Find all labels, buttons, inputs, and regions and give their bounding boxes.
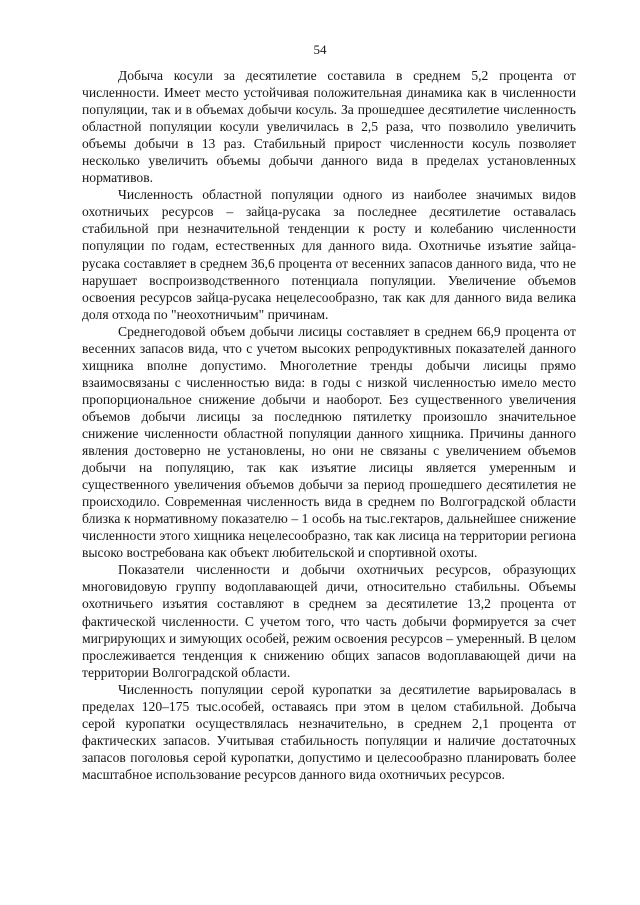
document-body <box>82 67 576 783</box>
paragraph-grey-partridge: Численность популяции серой куропатки за десятилетие варьировалась в пределах 120–175 тыс.особей, оставаясь при этом в целом стабильной. Добыча серой куропатки осуществлялась незначительно, в среднем 2,1 процента от фактических запасов. Учитывая стабильность популяции и наличие достаточных запасов поголовья серой куропатки, допустимо и целесообразно планировать более масштабное использование ресурсов данного вида охотничьих ресурсов. <box>82 681 576 782</box>
paragraph-roe-deer: Добыча косули за десятилетие составила в среднем 5,2 процента от численности. Имеет место устойчивая положительная динамика как в численности популяции, так и в объемах добычи косуль. За прошедшее десятилетие численность областной популяции косули увеличилась в 2,5 раза, что позволило увеличить объемы добычи в 13 раз. Стабильный прирост численности косуль позволяет несколько увеличить объемы добычи данного вида в пределах установленных нормативов. <box>82 68 576 186</box>
paragraph-hare: Численность областной популяции одного из наиболее значимых видов охотничьих ресурсов – зайца-русака за последнее десятилетие оставалась стабильной при незначительной тенденции к росту и колебанию численности популяции по годам, естественных для данного вида. Охотничье изъятие зайца-русака составляет в среднем 36,6 процента от весенних запасов данного вида, что не нарушает воспроизводственного потенциала популяции. Увеличение объемов освоения ресурсов зайца-русака нецелесообразно, так как для данного вида велика доля отхода по "неохотничьим" причинам. <box>82 187 576 322</box>
page-number: 54 <box>313 42 327 57</box>
paragraph-waterfowl: Показатели численности и добычи охотничьих ресурсов, образующих многовидовую группу водоплавающей дичи, относительно стабильны. Объемы охотничьего изъятия составляют в среднем за десятилетие 13,2 процента от фактической численности. С учетом того, что часть добычи формируется за счет мигрирующих и зимующих особей, режим освоения ресурсов – умеренный. В целом прослеживается тенденция к снижению общих запасов водоплавающей дичи на территории Волгоградской области. <box>82 562 576 680</box>
paragraph-fox: Среднегодовой объем добычи лисицы составляет в среднем 66,9 процента от весенних запасов вида, что с учетом высоких репродуктивных показателей данного хищника вполне допустимо. Многолетние тренды добычи лисицы прямо взаимосвязаны с численностью вида: в годы с низкой численностью имело место пропорциональное снижение добычи и наоборот. Без существенного увеличения объемов добычи лисицы за последнюю пятилетку произошло значительное снижение численности областной популяции данного хищника. Причины данного явления достоверно не установлены, но они не связаны с увеличением объемов добычи на популяцию, так как изъятие лисицы является умеренным и существенного увеличения объемов добычи за период прошедшего десятилетия не происходило. Современная численность вида в среднем по Волгоградской области близка к нормативному показателю – 1 особь на тыс.гектаров, дальнейшее снижение численности этого хищника нецелесообразно, так как лисица на территории региона высоко востребована как объект любительской и спортивной охоты. <box>82 323 576 561</box>
